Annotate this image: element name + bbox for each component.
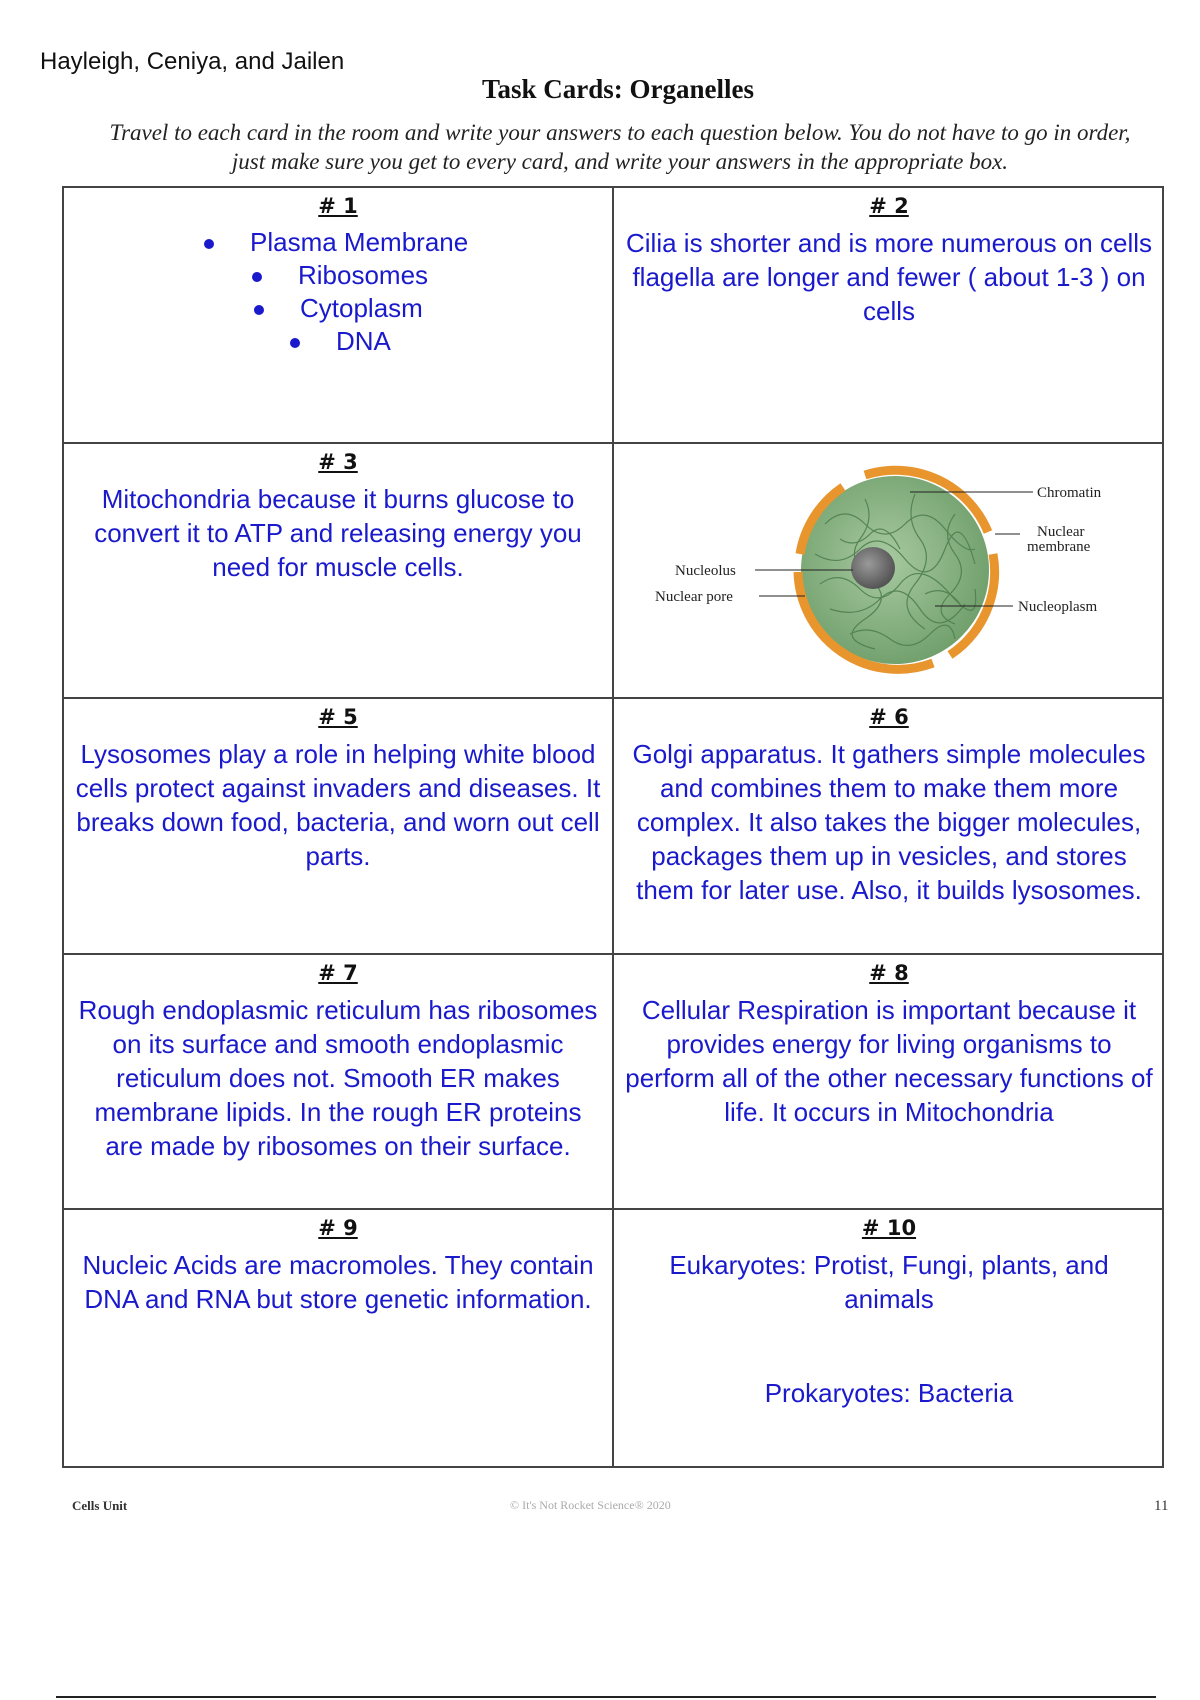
list-item: Cytoplasm (64, 292, 612, 325)
card-4-nucleus-diagram (614, 444, 1164, 700)
card-6 (614, 699, 1164, 955)
prokaryotes-answer: Prokaryotes: Bacteria (764, 1378, 1014, 1409)
nucleolus (851, 547, 895, 589)
list-item: Plasma Membrane (64, 226, 612, 259)
card-number: # 3 (318, 449, 358, 474)
label-nucleoplasm: Nucleoplasm (1018, 598, 1098, 615)
card-number: # 5 (318, 705, 358, 730)
card-answer: Cilia is shorter and is more numerous on cells flagella are longer and fewer ( about 1-3 ) on cells (626, 228, 1152, 326)
card-number: # 9 (318, 1216, 358, 1241)
card-1 (64, 188, 614, 444)
label-nuclear-membrane-2: membrane (1027, 538, 1091, 555)
bottom-divider (56, 1696, 1156, 1698)
bullet-icon (204, 239, 214, 249)
card-number: # 8 (869, 960, 909, 985)
card-10 (614, 1210, 1164, 1466)
card-number: # 6 (869, 705, 909, 730)
footer-unit: Cells Unit (72, 1498, 128, 1513)
card-number: # 10 (861, 1216, 917, 1241)
task-card-grid (62, 186, 1164, 1468)
bullet-icon (290, 338, 300, 348)
page-number: 11 (1154, 1498, 1169, 1514)
card-answer: Golgi apparatus. It gathers simple molecules and combines them to make them more complex. It also takes the bigger molecules, packages them up in vesicles, and stores them for later use. Also, it builds lysosomes. (632, 739, 1146, 906)
card-3 (64, 444, 614, 700)
card-9 (64, 1210, 614, 1466)
footer-copyright: © It's Not Rocket Science® 2020 (510, 1498, 671, 1512)
card-answer: Cellular Respiration is important because it provides energy for living organisms to perform all of the other necessary functions of life. It occurs in Mitochondria (625, 994, 1153, 1127)
card-number: # 2 (869, 194, 909, 218)
page-title: Task Cards: Organelles (481, 74, 755, 104)
card-number: # 7 (318, 960, 358, 985)
bullet-icon (252, 272, 262, 282)
student-names: Hayleigh, Ceniya, and Jailen (40, 48, 345, 75)
list-item: Ribosomes (64, 259, 612, 292)
card-8 (614, 955, 1164, 1211)
answer-list (64, 226, 612, 358)
instructions: Travel to each card in the room and write your answers to each question below. You do not have to go in order, just make sure you get to every card, and write your answers in the appropriate box. (109, 120, 1131, 174)
card-answer: Lysosomes play a role in helping white blood cells protect against invaders and diseases. It breaks down food, bacteria, and worn out cell parts. (75, 739, 601, 872)
eukaryotes-answer: Eukaryotes: Protist, Fungi, plants, and animals (669, 1250, 1109, 1315)
label-nuclear-pore: Nuclear pore (655, 588, 733, 605)
nucleus-diagram (615, 444, 1163, 698)
card-number: # 1 (318, 194, 358, 218)
bullet-icon (254, 305, 264, 315)
card-5 (64, 699, 614, 955)
card-answer: Rough endoplasmic reticulum has ribosomes on its surface and smooth endoplasmic reticulum does not. Smooth ER makes membrane lipids. In the rough ER proteins are made by ribosomes on their surface. (78, 994, 598, 1161)
list-item: DNA (64, 325, 612, 358)
label-nucleolus: Nucleolus (675, 562, 736, 579)
card-2 (614, 188, 1164, 444)
card-answer: Nucleic Acids are macromoles. They contain DNA and RNA but store genetic information. (82, 1250, 594, 1315)
label-nuclear-membrane-1: Nuclear (1037, 523, 1085, 540)
card-answer: Mitochondria because it burns glucose to convert it to ATP and releasing energy you need for muscle cells. (94, 483, 582, 582)
label-chromatin: Chromatin (1037, 484, 1102, 501)
card-7 (64, 955, 614, 1211)
card-answer (624, 1248, 1154, 1410)
